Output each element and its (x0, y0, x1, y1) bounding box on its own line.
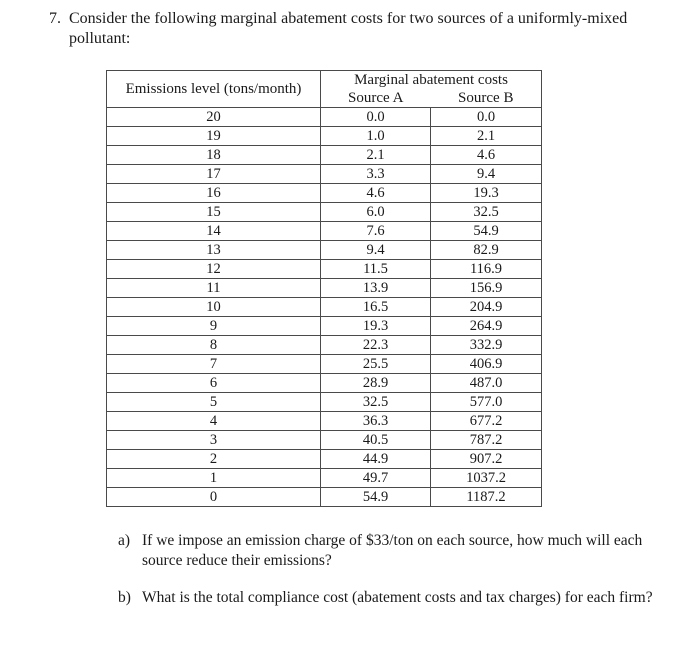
abatement-cost-table (106, 70, 542, 507)
emissions-level-cell: 0 (107, 488, 321, 507)
table-row (107, 355, 542, 374)
emissions-level-cell: 16 (107, 184, 321, 203)
emissions-level-cell: 19 (107, 127, 321, 146)
source-b-cost-cell: 4.6 (431, 146, 542, 165)
emissions-level-cell: 4 (107, 412, 321, 431)
table-row (107, 298, 542, 317)
source-a-cost-cell: 19.3 (321, 317, 431, 336)
source-a-cost-cell: 25.5 (321, 355, 431, 374)
source-a-cost-cell: 32.5 (321, 393, 431, 412)
emissions-level-cell: 11 (107, 279, 321, 298)
subquestion-a-label: a) (118, 532, 131, 549)
source-a-header: Source A (321, 89, 431, 108)
subquestion-a-text: If we impose an emission charge of $33/ton on each source, how much will each source reduce their emissions? (142, 532, 643, 569)
emissions-level-cell: 10 (107, 298, 321, 317)
source-a-cost-cell: 9.4 (321, 241, 431, 260)
source-b-cost-cell: 406.9 (431, 355, 542, 374)
source-b-cost-cell: 487.0 (431, 374, 542, 393)
emissions-level-cell: 2 (107, 450, 321, 469)
table-row (107, 317, 542, 336)
table-row (107, 127, 542, 146)
source-b-cost-cell: 0.0 (431, 108, 542, 127)
table-row (107, 203, 542, 222)
table-row (107, 469, 542, 488)
source-a-cost-cell: 49.7 (321, 469, 431, 488)
table-row (107, 108, 542, 127)
emissions-level-cell: 15 (107, 203, 321, 222)
table-row (107, 146, 542, 165)
source-a-cost-cell: 44.9 (321, 450, 431, 469)
table-row (107, 374, 542, 393)
source-a-cost-cell: 0.0 (321, 108, 431, 127)
emissions-level-cell: 9 (107, 317, 321, 336)
emissions-level-cell: 12 (107, 260, 321, 279)
source-a-cost-cell: 22.3 (321, 336, 431, 355)
emissions-level-cell: 13 (107, 241, 321, 260)
emissions-level-cell: 17 (107, 165, 321, 184)
source-b-cost-cell: 1187.2 (431, 488, 542, 507)
source-a-cost-cell: 11.5 (321, 260, 431, 279)
source-b-cost-cell: 264.9 (431, 317, 542, 336)
source-b-cost-cell: 1037.2 (431, 469, 542, 488)
source-b-cost-cell: 156.9 (431, 279, 542, 298)
source-a-cost-cell: 54.9 (321, 488, 431, 507)
subquestion-b-label: b) (118, 589, 131, 606)
source-a-cost-cell: 40.5 (321, 431, 431, 450)
emissions-level-cell: 14 (107, 222, 321, 241)
table-body (107, 108, 542, 507)
source-b-cost-cell: 332.9 (431, 336, 542, 355)
table-row (107, 222, 542, 241)
question-number: 7. (49, 10, 61, 27)
source-a-cost-cell: 1.0 (321, 127, 431, 146)
source-b-cost-cell: 577.0 (431, 393, 542, 412)
source-b-cost-cell: 116.9 (431, 260, 542, 279)
abatement-cost-table-wrap (106, 70, 541, 507)
emissions-level-cell: 3 (107, 431, 321, 450)
source-a-cost-cell: 28.9 (321, 374, 431, 393)
table-row (107, 165, 542, 184)
source-b-cost-cell: 204.9 (431, 298, 542, 317)
source-b-cost-cell: 19.3 (431, 184, 542, 203)
table-row (107, 412, 542, 431)
source-b-cost-cell: 2.1 (431, 127, 542, 146)
table-row (107, 241, 542, 260)
source-a-cost-cell: 4.6 (321, 184, 431, 203)
table-row (107, 184, 542, 203)
source-b-cost-cell: 32.5 (431, 203, 542, 222)
emissions-level-cell: 8 (107, 336, 321, 355)
table-row (107, 488, 542, 507)
source-a-cost-cell: 7.6 (321, 222, 431, 241)
source-a-cost-cell: 6.0 (321, 203, 431, 222)
source-b-cost-cell: 787.2 (431, 431, 542, 450)
emissions-level-cell: 7 (107, 355, 321, 374)
source-a-cost-cell: 36.3 (321, 412, 431, 431)
table-row (107, 431, 542, 450)
table-row (107, 279, 542, 298)
emissions-level-cell: 20 (107, 108, 321, 127)
source-b-cost-cell: 677.2 (431, 412, 542, 431)
emissions-level-cell: 18 (107, 146, 321, 165)
source-b-cost-cell: 9.4 (431, 165, 542, 184)
emissions-level-cell: 5 (107, 393, 321, 412)
question-text: Consider the following marginal abatement costs for two sources of a uniformly-mixed pollutant: (69, 10, 628, 47)
marginal-abatement-costs-header: Marginal abatement costs (321, 71, 542, 90)
emissions-level-header: Emissions level (tons/month) (107, 71, 321, 108)
source-a-cost-cell: 13.9 (321, 279, 431, 298)
source-b-cost-cell: 54.9 (431, 222, 542, 241)
table-row (107, 260, 542, 279)
source-a-cost-cell: 16.5 (321, 298, 431, 317)
table-row (107, 450, 542, 469)
subquestion-b-text: What is the total compliance cost (abatement costs and tax charges) for each firm? (142, 589, 653, 606)
table-row (107, 336, 542, 355)
emissions-level-cell: 6 (107, 374, 321, 393)
source-a-cost-cell: 3.3 (321, 165, 431, 184)
source-b-cost-cell: 907.2 (431, 450, 542, 469)
emissions-level-cell: 1 (107, 469, 321, 488)
source-a-cost-cell: 2.1 (321, 146, 431, 165)
table-row (107, 393, 542, 412)
source-b-header: Source B (431, 89, 542, 108)
source-b-cost-cell: 82.9 (431, 241, 542, 260)
